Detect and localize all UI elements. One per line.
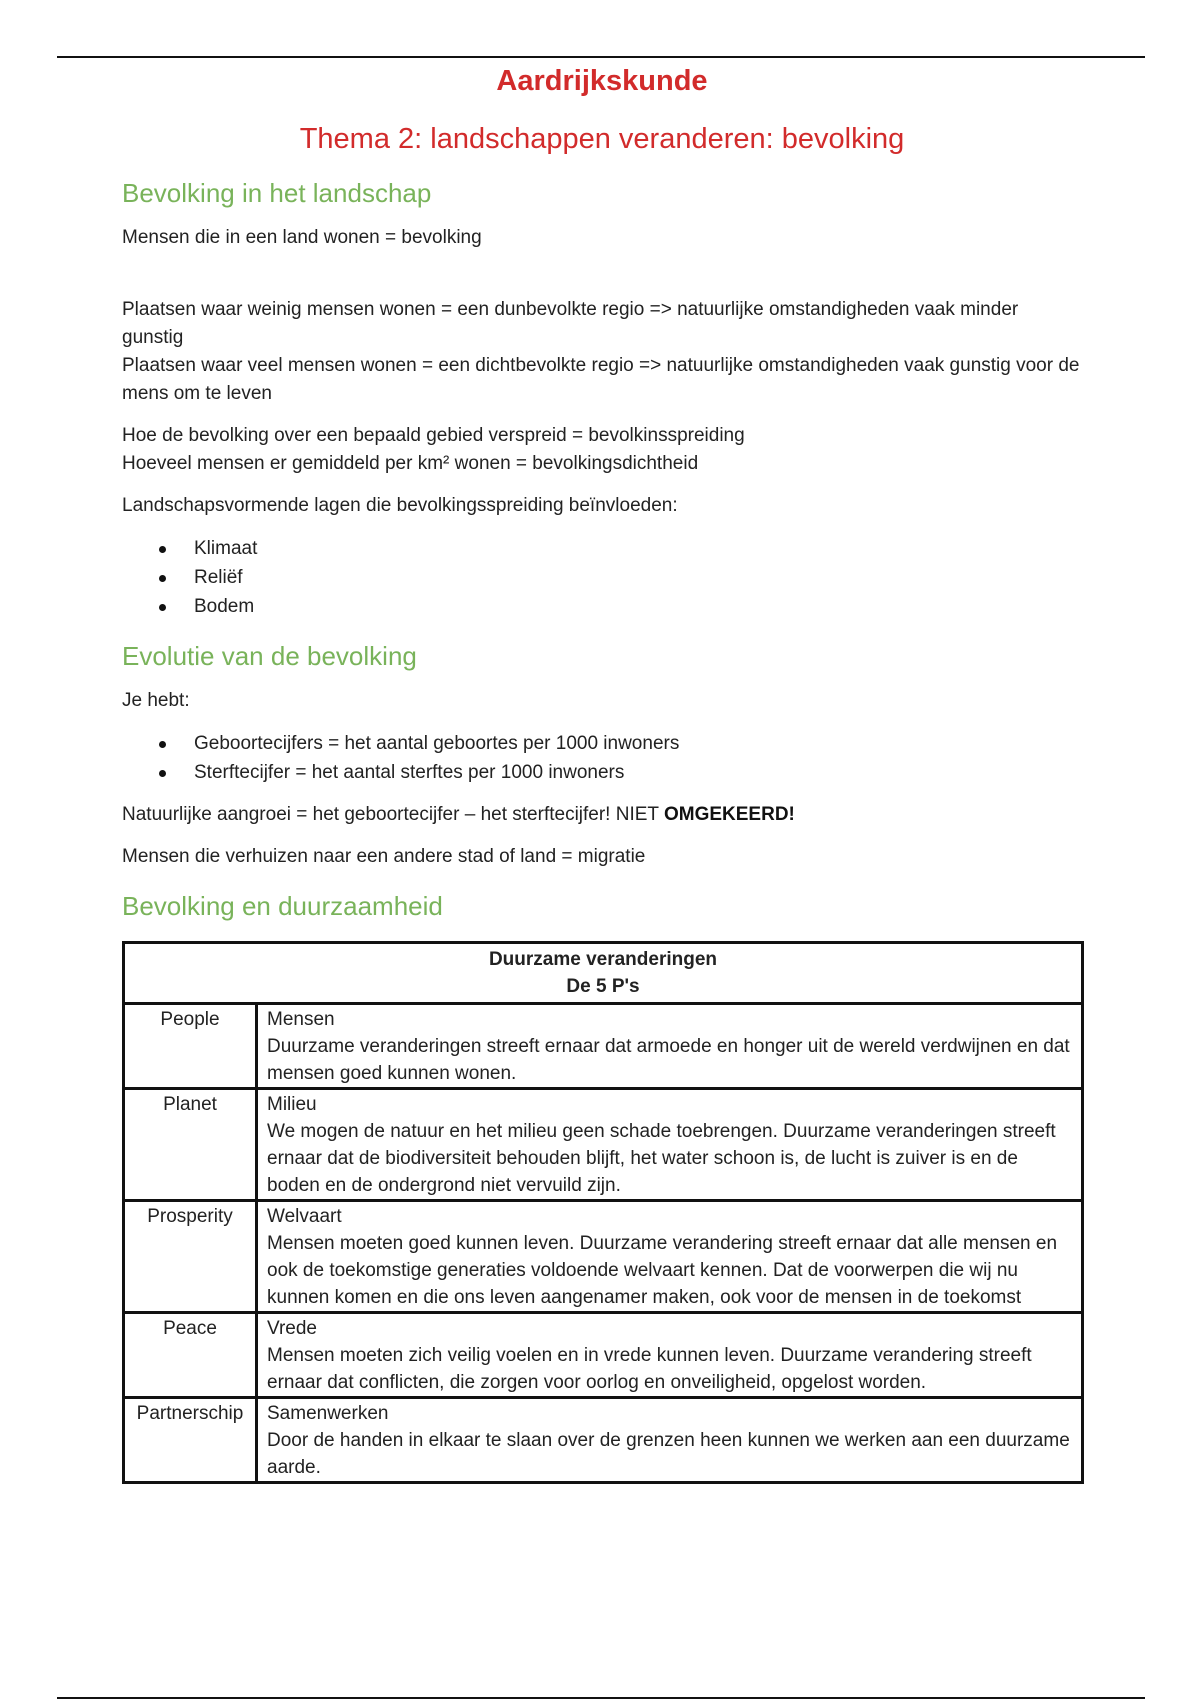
row-value [257,1089,1083,1201]
table-row [124,1004,1083,1089]
table-row [124,1201,1083,1313]
section-heading-duurzaamheid: Bevolking en duurzaamheid [122,891,443,921]
row-value [257,1313,1083,1398]
row-value [257,1201,1083,1313]
list-item: Geboortecijfers = het aantal geboortes per 1000 inwoners [122,729,1082,758]
paragraph-spreiding: Hoe de bevolking over een bepaald gebied verspreid = bevolkinsspreiding [122,425,745,446]
document-body [122,62,1082,1484]
row-text: Door de handen in elkaar te slaan over de grenzen heen kunnen we werken aan een duurzame aarde. [267,1430,1070,1478]
paragraph-dichtheid: Hoeveel mensen er gemiddeld per km² wonen = bevolkingsdichtheid [122,453,699,474]
aangroei-emphasis: OMGEKEERD! [663,804,795,825]
paragraph-aangroei [122,801,1082,829]
row-key: Prosperity [124,1201,257,1313]
top-rule [57,56,1145,58]
row-value [257,1398,1083,1483]
aangroei-text: Natuurlijke aangroei = het geboortecijfer – het sterftecijfer! NIET [122,804,664,825]
list-item: Klimaat [122,534,1082,563]
paragraph-bevolking-definition: Mensen die in een land wonen = bevolking [122,227,482,248]
table-header [124,943,1083,1004]
row-text: Mensen moeten zich veilig voelen en in vrede kunnen leven. Duurzame verandering streeft ernaar dat conflicten, die zorgen voor oorlog en onveiligheid, opgelost worden. [267,1345,1032,1393]
row-key: People [124,1004,257,1089]
list-item: Sterftecijfer = het aantal sterftes per 1000 inwoners [122,758,1082,787]
row-title: Welvaart [267,1206,342,1227]
section-heading-bevolking: Bevolking in het landschap [122,178,432,208]
paragraph-je-hebt: Je hebt: [122,690,190,711]
row-title: Mensen [267,1009,335,1030]
paragraph-dunbevolkt: Plaatsen waar weinig mensen wonen = een dunbevolkte regio => natuurlijke omstandigheden vaak minder gunstig [122,299,1019,348]
document-subtitle: Thema 2: landschappen veranderen: bevolking [299,123,905,155]
row-title: Samenwerken [267,1403,389,1424]
row-value [257,1004,1083,1089]
row-key: Planet [124,1089,257,1201]
row-text: We mogen de natuur en het milieu geen schade toebrengen. Duurzame veranderingen streeft ernaar dat de biodiversiteit behouden blijft, het water schoon is, de lucht is zuiver is en de boden en de ondergrond niet vervuild zijn. [267,1121,1056,1196]
list-item: Reliëf [122,563,1082,592]
row-text: Mensen moeten goed kunnen leven. Duurzame verandering streeft ernaar dat alle mensen en ook de toekomstige generaties voldoende welvaart kennen. Dat de voorwerpen die wij nu kunnen komen en die ons leven aangenamer maken, ook voor de mensen in de toekomst [267,1233,1058,1308]
row-text: Duurzame veranderingen streeft ernaar dat armoede en honger uit de wereld verdwijnen en dat mensen goed kunnen wonen. [267,1036,1070,1084]
paragraph-migratie: Mensen die verhuizen naar een andere stad of land = migratie [122,846,646,867]
list-item: Bodem [122,592,1082,621]
row-key: Peace [124,1313,257,1398]
row-key: Partnerschip [124,1398,257,1483]
paragraph-dichtbevolkt: Plaatsen waar veel mensen wonen = een dichtbevolkte regio => natuurlijke omstandigheden vaak gunstig voor de mens om te leven [122,355,1080,404]
table-header-line2: De 5 P's [566,976,640,997]
table-row [124,1398,1083,1483]
table-header-row [124,943,1083,1004]
lagen-list [122,534,1082,621]
section-heading-evolutie: Evolutie van de bevolking [122,641,417,671]
paragraph-lagen: Landschapsvormende lagen die bevolkingsspreiding beïnvloeden: [122,495,678,516]
row-title: Vrede [267,1318,317,1339]
table-row [124,1313,1083,1398]
table-row [124,1089,1083,1201]
five-p-table [122,941,1084,1484]
table-header-line1: Duurzame veranderingen [488,949,718,970]
document-title: Aardrijkskunde [496,65,708,97]
bottom-rule [57,1697,1145,1699]
row-title: Milieu [267,1094,317,1115]
cijfers-list [122,729,1082,787]
